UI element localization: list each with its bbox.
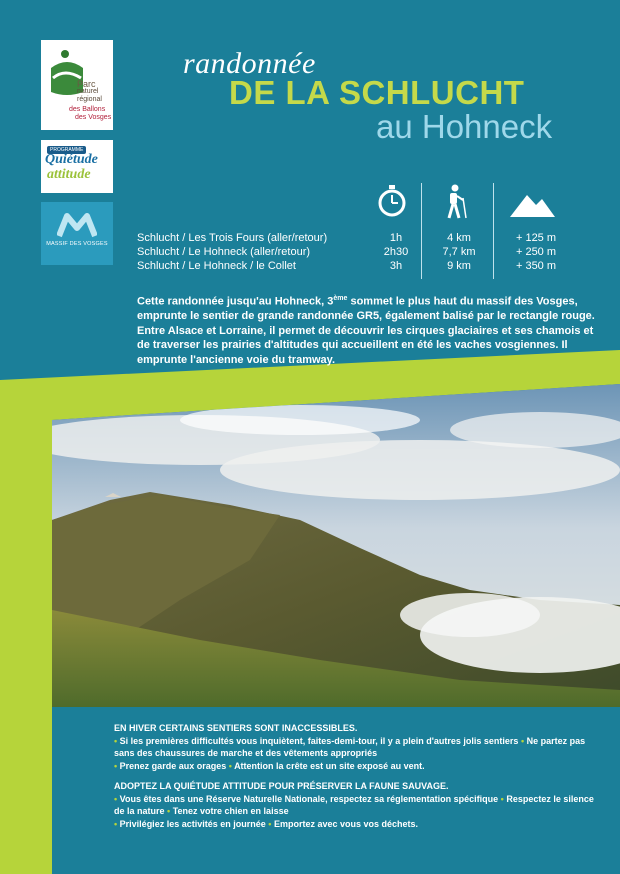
- bullet-dot: •: [500, 793, 504, 804]
- parc-line2: naturel: [77, 88, 99, 95]
- quietude-attitude-logo: [41, 140, 113, 193]
- tip-4: Attention la crête est un site exposé au vent.: [234, 760, 425, 771]
- tips-section: [114, 722, 604, 838]
- tips-heading-winter: EN HIVER CERTAINS SENTIERS SONT INACCESSIBLES.: [114, 723, 358, 733]
- intro-paragraph: [137, 292, 603, 367]
- attitude-word: attitude: [47, 167, 91, 182]
- tip-2: Ne partez pas sans des chaussures de marche et des vêtements appropriés: [114, 735, 586, 758]
- route-2-time: 2h30: [383, 246, 409, 258]
- bullet-dot: •: [114, 818, 118, 829]
- tips-heading-quietude: ADOPTEZ LA QUIÉTUDE ATTITUDE POUR PRÉSERVER LA FAUNE SAUVAGE.: [114, 781, 449, 791]
- bullet-dot: •: [268, 818, 272, 829]
- massif-m-icon: [57, 212, 97, 238]
- tip-7: Tenez votre chien en laisse: [172, 806, 289, 816]
- route-2-name: Schlucht / Le Hohneck (aller/retour): [137, 246, 311, 258]
- tip-1: Si les premières difficultés vous inquiètent, faites-demi-tour, il y a plein d'autres jolis sentiers: [119, 735, 519, 746]
- tips-block-winter: [114, 722, 604, 772]
- title-schlucht: DE LA SCHLUCHT: [229, 74, 525, 111]
- title-randonnee: randonnée: [183, 47, 316, 80]
- route-3-name: Schlucht / Le Hohneck / le Collet: [137, 260, 296, 272]
- quietude-word: Quiétude: [45, 152, 98, 167]
- route-2-elevation: + 250 m: [515, 246, 557, 258]
- route-3-elevation: + 350 m: [515, 260, 557, 272]
- tip-3: Prenez garde aux orages: [119, 760, 227, 771]
- stopwatch-icon: [377, 184, 407, 218]
- route-3-time: 3h: [389, 260, 403, 272]
- route-1-elevation: + 125 m: [515, 232, 557, 244]
- bullet-dot: •: [228, 760, 232, 771]
- title-hohneck: au Hohneck: [376, 108, 553, 145]
- bullet-dot: •: [520, 735, 525, 746]
- bullet-dot: •: [114, 735, 118, 746]
- route-3-distance: 9 km: [447, 260, 471, 272]
- parc-text: [77, 80, 102, 104]
- column-divider-1: [421, 183, 422, 279]
- bullet-dot: •: [114, 760, 118, 771]
- tip-8: Privilégiez les activités en journée: [119, 818, 266, 829]
- column-divider-2: [493, 183, 494, 279]
- route-2-distance: 7,7 km: [442, 246, 476, 258]
- parc-line5: des Vosges: [75, 114, 112, 121]
- intro-part1: Cette randonnée jusqu'au Hohneck, 3: [137, 295, 334, 308]
- intro-sup: ème: [333, 295, 348, 302]
- route-1-name: Schlucht / Les Trois Fours (aller/retour): [137, 232, 328, 244]
- parc-naturel-logo: [41, 40, 113, 130]
- parc-text-red: [69, 106, 111, 122]
- bullet-dot: •: [167, 806, 171, 816]
- quietude-program: PROGRAMME: [47, 146, 86, 154]
- route-1-time: 1h: [389, 232, 403, 244]
- tip-6: Respectez le silence de la nature: [114, 793, 594, 816]
- tip-5: Vous êtes dans une Réserve Naturelle Nationale, respectez sa réglementation spécifique: [119, 793, 499, 804]
- parc-line4: des Ballons: [69, 106, 106, 113]
- parc-line3: régional: [77, 96, 102, 103]
- massif-label: MASSIF DES VOSGES: [46, 241, 108, 247]
- bullet-dot: •: [114, 793, 118, 804]
- mountain-icon: [510, 192, 556, 218]
- route-1-distance: 4 km: [447, 232, 471, 244]
- intro-part2: sommet le plus haut du massif des Vosges, emprunte le sentier de grande randonnée GR5, également balisé par le rectangle rouge. Entre Alsace et Lorraine, il permet de découvrir les cirques glaciaires et ses chamois et de traverser les prairies d'altitudes qui accueillent en été les vaches vosgiennes. Il emprunte l'ancienne voie du tramway.: [137, 295, 595, 366]
- tips-block-quietude: [114, 780, 604, 830]
- parc-line1: Parc: [77, 79, 96, 89]
- massif-des-vosges-logo: [41, 202, 113, 265]
- tip-9: Emportez avec vous vos déchets.: [273, 818, 418, 829]
- hiker-icon: [441, 184, 471, 220]
